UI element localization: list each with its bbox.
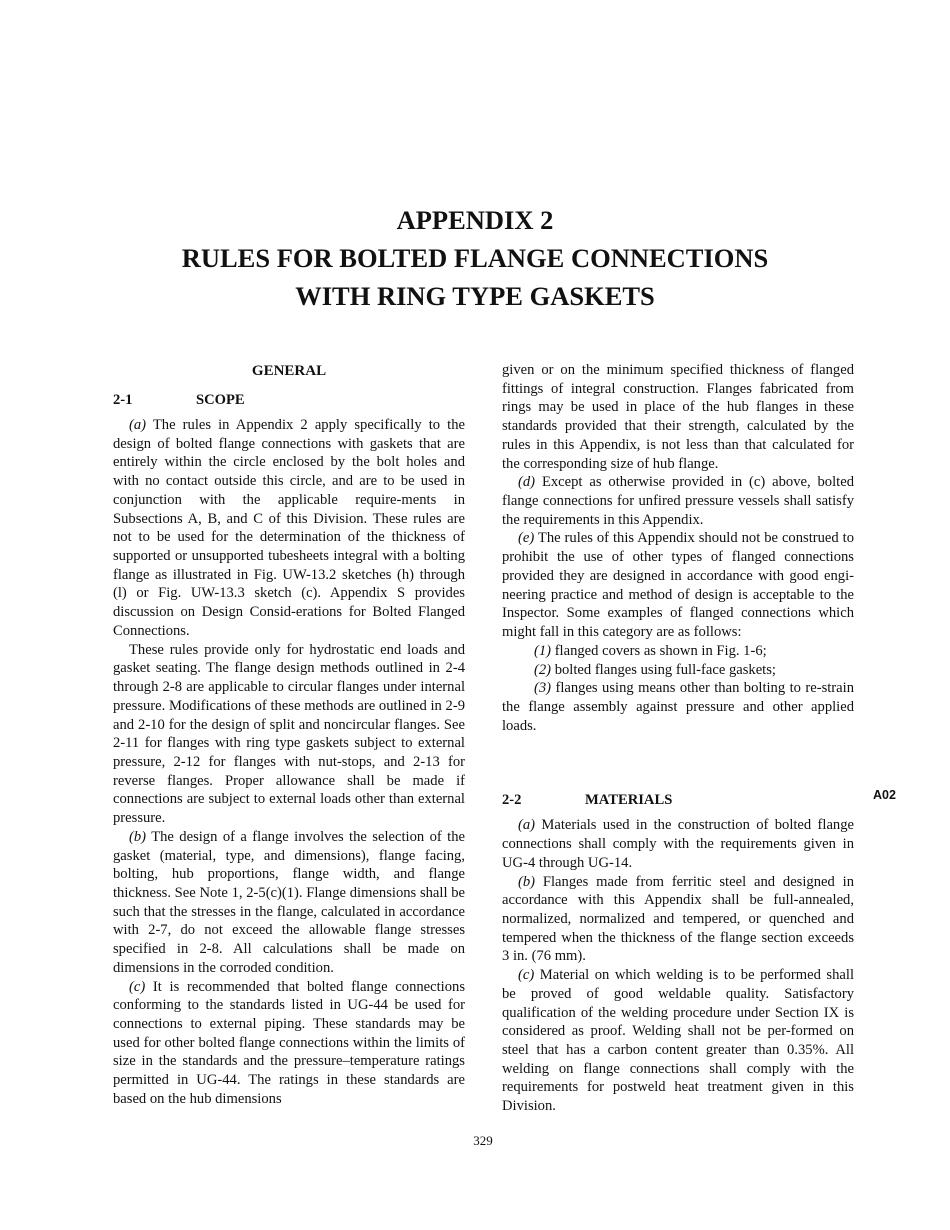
paragraph-a <box>502 816 854 872</box>
list-text: bolted flanges using full-face gaskets; <box>554 661 776 678</box>
paragraph-b <box>502 873 854 967</box>
list-text: flanged covers as shown in Fig. 1-6; <box>554 642 767 659</box>
list-label: (3) <box>534 680 552 697</box>
left-column <box>113 361 465 1109</box>
paragraph-text: Flanges made from ferritic steel and designed in accordance with this Appendix shall be full-annealed, normalized, normalized and tempered, or quenched and tempered when the thickness of the flange section exceeds 3 in. (76 mm). <box>502 873 854 965</box>
appendix-title <box>0 201 950 315</box>
section-heading-scope <box>113 390 465 410</box>
section-number: 2-1 <box>113 392 133 408</box>
list-item <box>502 679 854 735</box>
paragraph-label: (d) <box>518 474 536 491</box>
paragraph-text: Material on which welding is to be performed shall be proved of good weldable quality. Satisfactory qualification of the welding procedure under Section IX is considered as proof. Welding shall not be per-formed on steel that has a carbon content greater than 0.35%. All welding on flange connections shall comply with the requirements for postweld heat treatment given in this Division. <box>502 967 854 1115</box>
general-heading: GENERAL <box>251 363 327 379</box>
paragraph-label: (a) <box>518 817 536 834</box>
paragraph-a-continued <box>113 641 465 828</box>
list-item <box>502 661 854 680</box>
paragraph-text: given or on the minimum specified thickness of flanged fittings of integral construction. Flanges fabricated from rings may be used in place of the hub flanges in these standards provided that their strength, calculated by the rules in this Appendix, is not less than that calculated for the corresponding size of hub flange. <box>502 362 854 472</box>
title-line-3: WITH RING TYPE GASKETS <box>295 281 655 311</box>
paragraph-label: (a) <box>129 417 147 433</box>
list-label: (2) <box>534 661 552 678</box>
paragraph-text: The rules of this Appendix should not be construed to prohibit the use of other types of flanged connections provided they are designed in accordance with good engi-neering practice and method of design is acceptable to the Inspector. Some examples of flanged connections which might fall in this category are as follows: <box>502 530 854 641</box>
paragraph-text: These rules provide only for hydrostatic end loads and gasket seating. The flange design methods outlined in 2-4 through 2-8 are applicable to circular flanges under internal pressure. Modifications of these methods are outlined in 2-9 and 2-10 for the design of split and noncircular flanges. See 2-11 for flanges with ring type gaskets subject to external pressure, 2-12 for flanges with nut-stops, and 2-13 for reverse flanges. Proper allowance shall be made if connections are subject to external loads other than external pressure. <box>113 641 465 827</box>
right-column <box>502 361 854 1116</box>
list-item <box>502 642 854 661</box>
paragraph-c <box>113 978 465 1109</box>
paragraph-label: (e) <box>518 530 535 547</box>
paragraph-e <box>502 529 854 641</box>
section-title: SCOPE <box>196 392 245 408</box>
revision-mark: A02 <box>873 788 896 802</box>
title-line-2: RULES FOR BOLTED FLANGE CONNECTIONS <box>181 243 769 273</box>
section-title: MATERIALS <box>585 792 673 809</box>
paragraph-label: (c) <box>518 967 535 984</box>
paragraph-label: (b) <box>129 828 147 845</box>
paragraph-c <box>502 966 854 1116</box>
paragraph-text: It is recommended that bolted flange connections conforming to the standards listed in UG-44 be used for connections to external piping. These standards may be used for other bolted flange connections within the limits of size in the standards and the pressure–temperature ratings permitted in UG-44. The ratings in these standards are based on the hub dimensions <box>113 978 465 1107</box>
paragraph-text: The design of a flange involves the selection of the gasket (material, type, and dimensions), flange facing, bolting, hub proportions, flange width, and flange thickness. See Note 1, 2-5(c)(1). Flange dimensions shall be such that the stresses in the flange, calculated in accordance with 2-7, do not exceed the allowable flange stresses specified in 2-8. All calculations shall be made on dimensions in the corroded condition. <box>113 828 465 976</box>
list-text: flanges using means other than bolting to re-strain the flange assembly against pressure and other applied loads. <box>502 680 854 734</box>
list-label: (1) <box>534 642 552 659</box>
section-number: 2-2 <box>502 792 522 809</box>
paragraph-text: Materials used in the construction of bolted flange connections shall comply with the requirements given in UG-4 through UG-14. <box>502 817 854 871</box>
section-heading-materials <box>502 790 854 810</box>
page-number: 329 <box>473 1133 493 1148</box>
paragraph-label: (c) <box>129 978 146 995</box>
paragraph-b <box>113 828 465 978</box>
paragraph-a <box>113 416 465 641</box>
paragraph-d <box>502 473 854 529</box>
paragraph-text: Except as otherwise provided in (c) above, bolted flange connections for unfired pressure vessels shall satisfy the requirements in this Appendix. <box>502 474 854 528</box>
title-line-1: APPENDIX 2 <box>396 205 554 235</box>
paragraph-label: (b) <box>518 873 536 890</box>
paragraph-c-continued <box>502 361 854 473</box>
paragraph-text: The rules in Appendix 2 apply specifically to the design of bolted flange connections with gaskets that are entirely within the circle enclosed by the bolt holes and with no contact outside this circle, and are to be used in conjunction with the applicable require-ments in Subsections A, B, and C of this Division. These rules are not to be used for the determination of the thickness of supported or unsupported tubesheets integral with a bolting flange as illustrated in Fig. UW-13.2 sketches (h) through (l) or Fig. UW-13.3 sketch (c). Appendix S provides discussion on Design Consid-erations for Bolted Flanged Connections. <box>113 417 465 639</box>
